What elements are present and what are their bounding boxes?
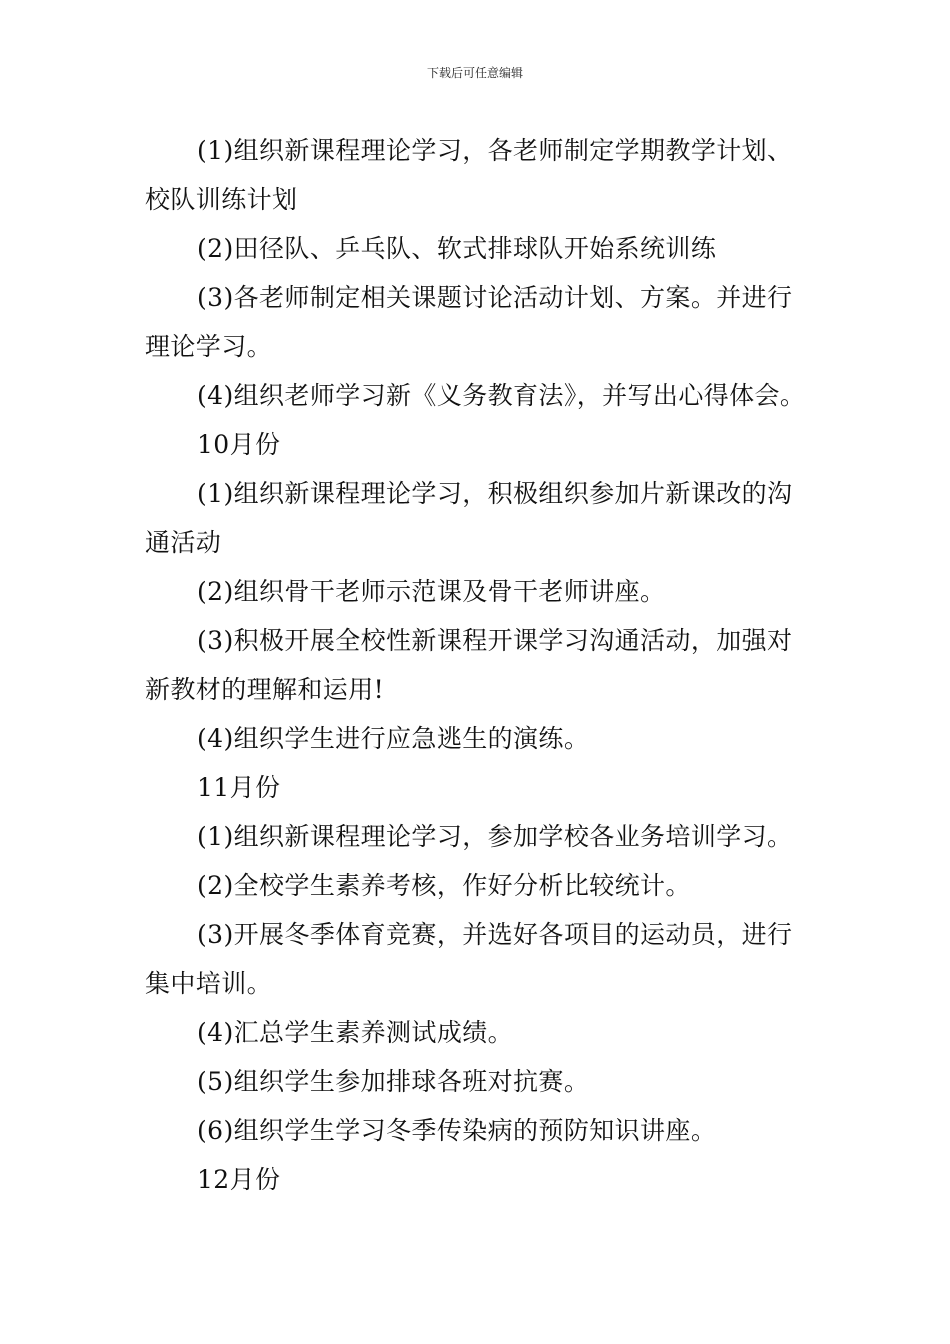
paragraph-item: (1)组织新课程理论学习，各老师制定学期教学计划、校队训练计划 bbox=[145, 136, 793, 214]
paragraph-item: (1)组织新课程理论学习，积极组织参加片新课改的沟通活动 bbox=[145, 479, 793, 557]
paragraph-item: (4)组织学生进行应急逃生的演练。 bbox=[197, 724, 590, 753]
paragraph-item: (2)全校学生素养考核，作好分析比较统计。 bbox=[197, 871, 691, 900]
month-heading: 11月份 bbox=[197, 773, 281, 802]
document-body bbox=[145, 126, 815, 1204]
paragraph-item: (3)积极开展全校性新课程开课学习沟通活动，加强对新教材的理解和运用! bbox=[145, 626, 793, 704]
month-heading: 12月份 bbox=[197, 1165, 281, 1194]
paragraph-item: (3)各老师制定相关课题讨论活动计划、方案。并进行理论学习。 bbox=[145, 283, 793, 361]
paragraph-item: (5)组织学生参加排球各班对抗赛。 bbox=[197, 1067, 590, 1096]
paragraph-item: (4)汇总学生素养测试成绩。 bbox=[197, 1018, 514, 1047]
paragraph-item: (1)组织新课程理论学习，参加学校各业务培训学习。 bbox=[197, 822, 793, 851]
paragraph-item: (3)开展冬季体育竞赛，并选好各项目的运动员，进行集中培训。 bbox=[145, 920, 793, 998]
month-heading: 10月份 bbox=[197, 430, 281, 459]
paragraph-item: (2)组织骨干老师示范课及骨干老师讲座。 bbox=[197, 577, 666, 606]
page-header-note: 下载后可任意编辑 bbox=[426, 66, 523, 80]
paragraph-item: (4)组织老师学习新《义务教育法》，并写出心得体会。 bbox=[197, 381, 806, 410]
paragraph-item: (6)组织学生学习冬季传染病的预防知识讲座。 bbox=[197, 1116, 717, 1145]
paragraph-item: (2)田径队、乒乓队、软式排球队开始系统训练 bbox=[197, 234, 717, 263]
